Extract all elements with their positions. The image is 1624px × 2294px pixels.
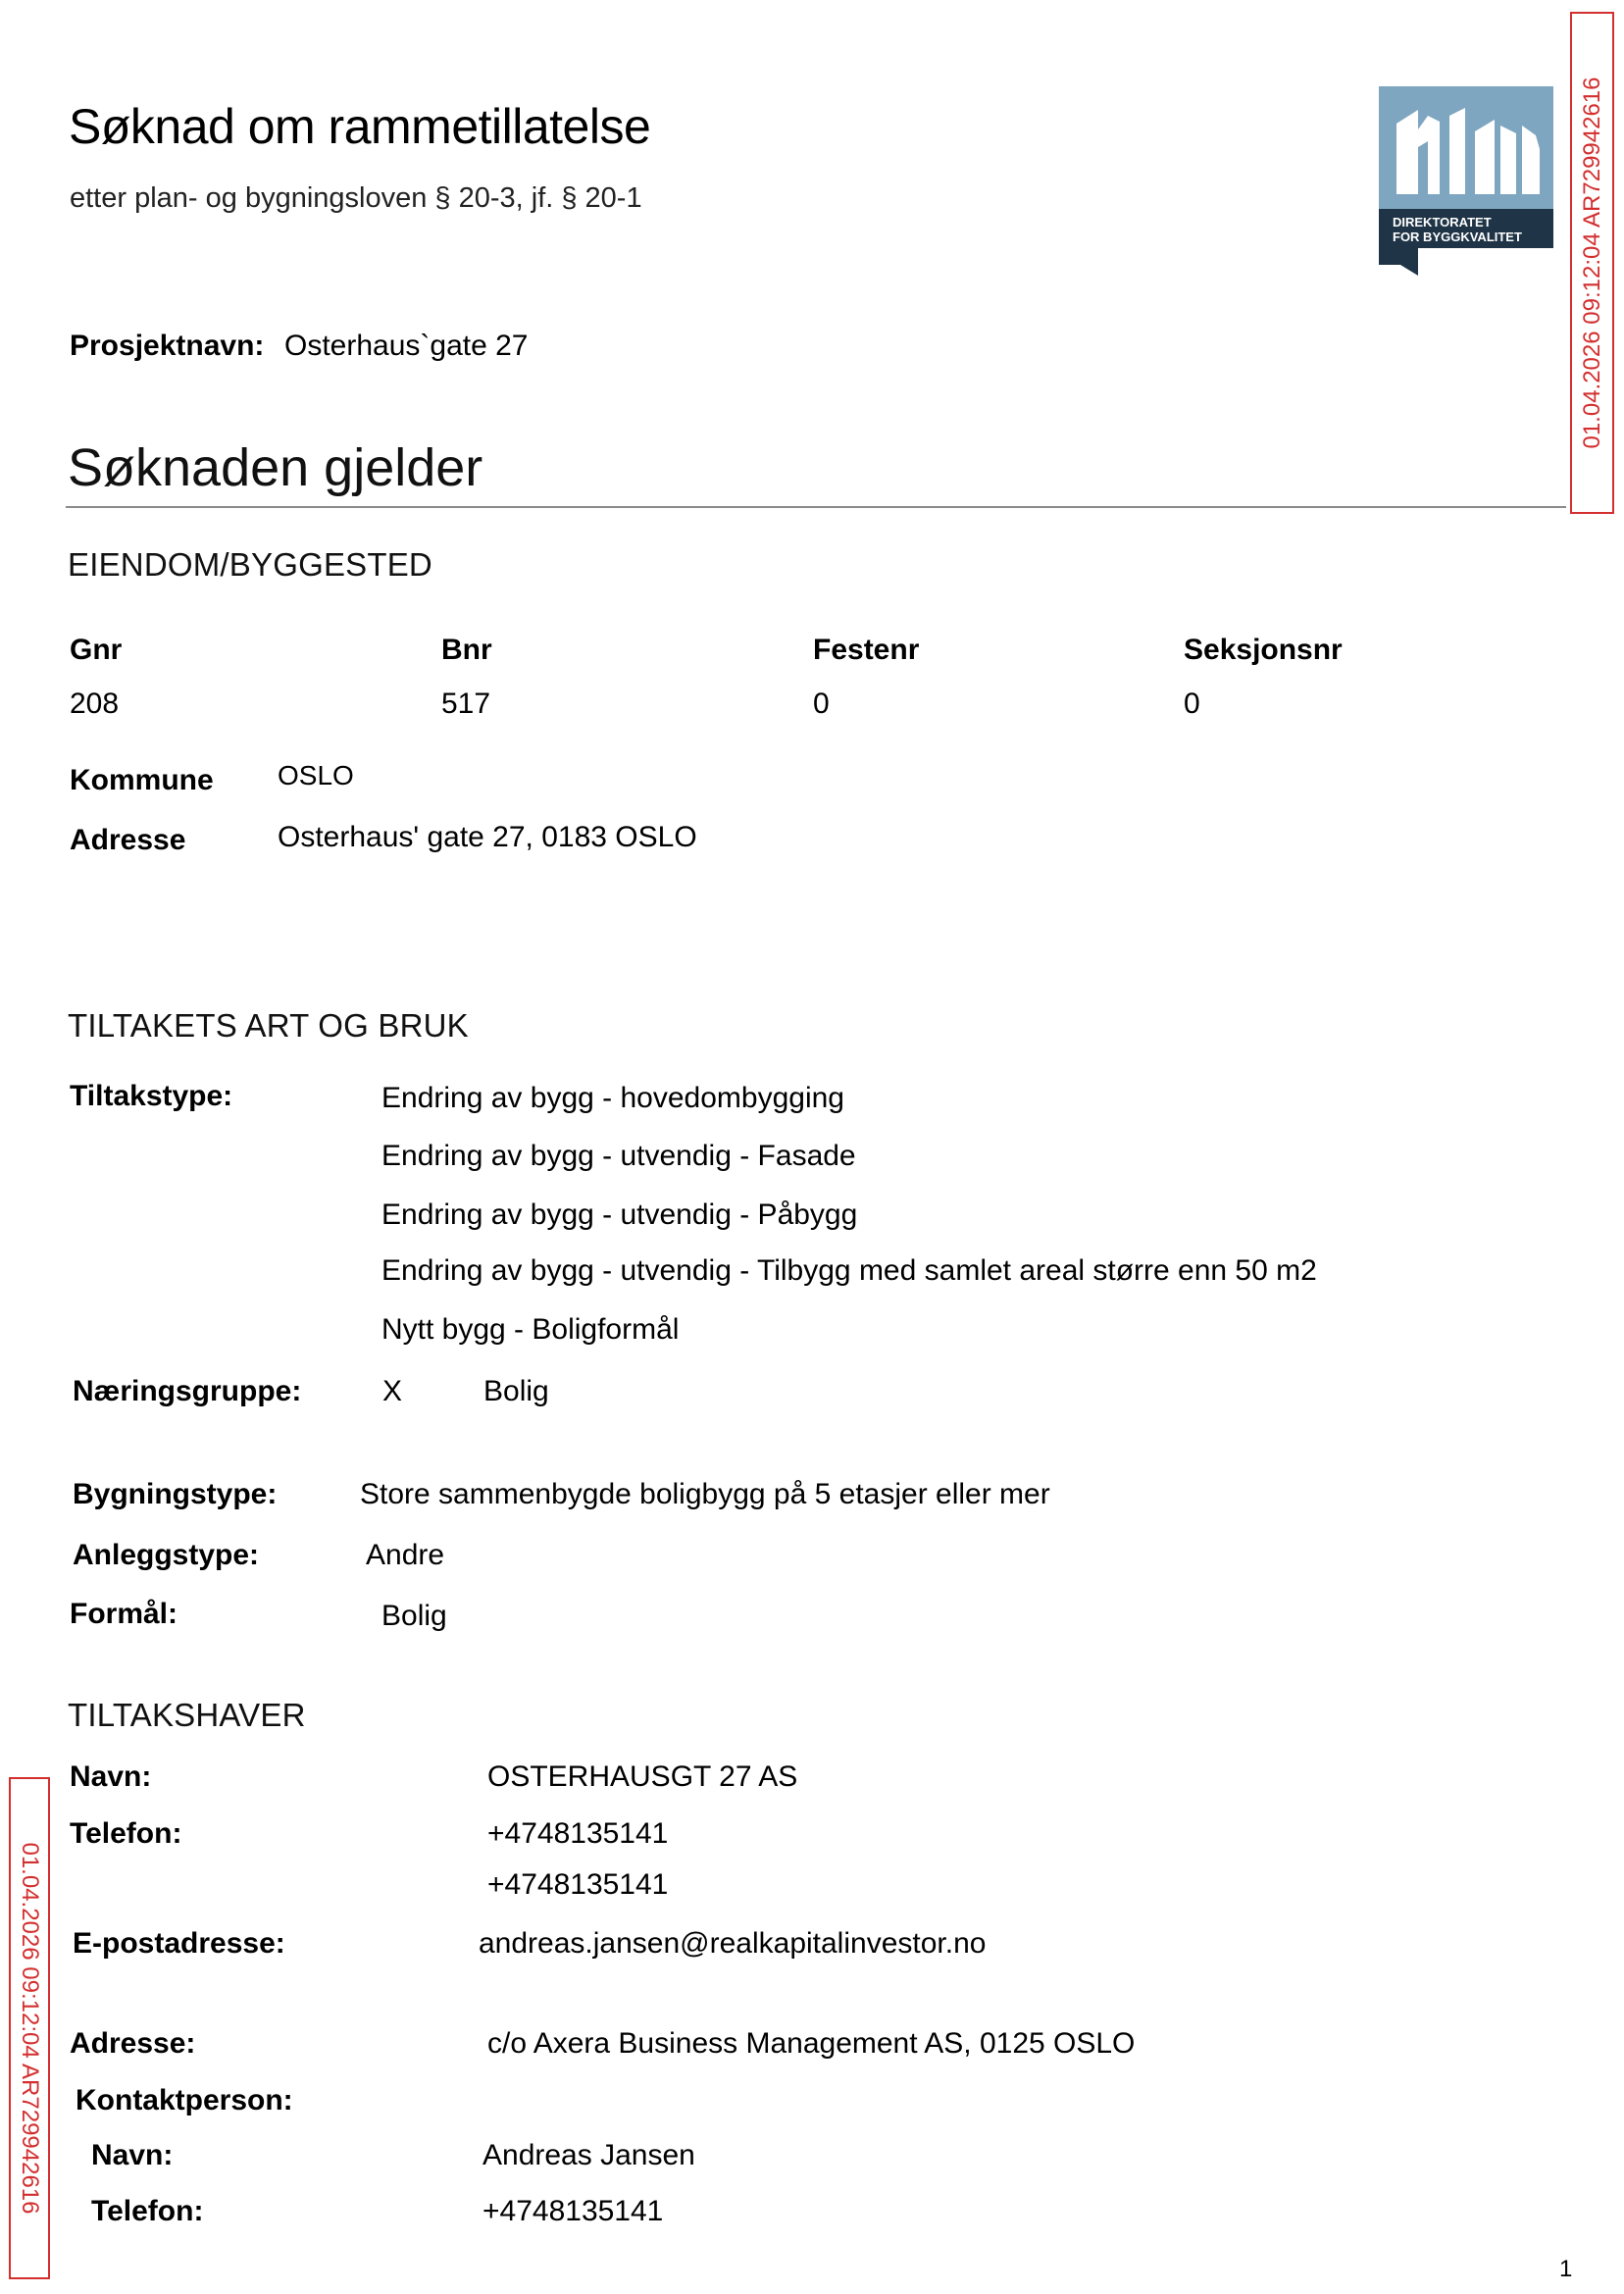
contact-name-value: Andreas Jansen bbox=[482, 2139, 695, 2171]
facility-type-label: Anleggstype: bbox=[73, 1539, 260, 1571]
contact-phone-label: Telefon: bbox=[91, 2195, 204, 2227]
building-type-value: Store sammenbygde boligbygg på 5 etasjer eller mer bbox=[360, 1478, 1050, 1510]
measure-type-2: Endring av bygg - utvendig - Fasade bbox=[381, 1140, 856, 1172]
archive-stamp-left-text: 01.04.2026 09:12:04 AR729942616 bbox=[17, 1842, 43, 2215]
industry-code: X bbox=[382, 1375, 403, 1407]
festenr-value: 0 bbox=[813, 688, 830, 720]
document-title: Søknad om rammetillatelse bbox=[69, 99, 651, 154]
measure-type-1: Endring av bygg - hovedombygging bbox=[381, 1082, 844, 1114]
owner-name-value: OSTERHAUSGT 27 AS bbox=[487, 1760, 798, 1793]
address-value: Osterhaus' gate 27, 0183 OSLO bbox=[278, 821, 697, 853]
project-label: Prosjektnavn: bbox=[70, 330, 265, 362]
measure-type-3: Endring av bygg - utvendig - Påbygg bbox=[381, 1198, 858, 1231]
purpose-value: Bolig bbox=[381, 1600, 447, 1632]
archive-stamp-top bbox=[1570, 12, 1614, 514]
seksjonsnr-label: Seksjonsnr bbox=[1184, 634, 1343, 666]
municipality-value: OSLO bbox=[278, 760, 354, 790]
owner-email-label: E-postadresse: bbox=[73, 1927, 285, 1960]
owner-phone-label: Telefon: bbox=[70, 1817, 182, 1850]
archive-stamp-left bbox=[9, 1777, 50, 2279]
municipality-label: Kommune bbox=[70, 764, 214, 796]
gnr-label: Gnr bbox=[70, 634, 123, 666]
industry-value: Bolig bbox=[483, 1375, 549, 1407]
project-value: Osterhaus`gate 27 bbox=[284, 330, 529, 362]
festenr-label: Festenr bbox=[813, 634, 920, 666]
owner-address-value: c/o Axera Business Management AS, 0125 OSLO bbox=[487, 2027, 1136, 2060]
purpose-label: Formål: bbox=[70, 1598, 178, 1630]
logo-text-line2: FOR BYGGKVALITET bbox=[1393, 229, 1522, 244]
document-subtitle: etter plan- og bygningsloven § 20-3, jf. § 20-1 bbox=[70, 182, 642, 214]
measure-type-label: Tiltakstype: bbox=[70, 1080, 233, 1112]
measure-heading: TILTAKETS ART OG BRUK bbox=[68, 1007, 469, 1044]
owner-phone-value-1: +4748135141 bbox=[487, 1817, 669, 1850]
facility-type-value: Andre bbox=[366, 1539, 445, 1571]
section-divider bbox=[66, 506, 1566, 508]
building-type-label: Bygningstype: bbox=[73, 1478, 278, 1510]
seksjonsnr-value: 0 bbox=[1184, 688, 1200, 720]
contact-phone-value: +4748135141 bbox=[482, 2195, 664, 2227]
owner-email-value: andreas.jansen@realkapitalinvestor.no bbox=[479, 1927, 987, 1960]
measure-type-4: Endring av bygg - utvendig - Tilbygg med samlet areal større enn 50 m2 bbox=[381, 1254, 1317, 1287]
contact-person-label: Kontaktperson: bbox=[76, 2084, 293, 2116]
measure-type-5: Nytt bygg - Boligformål bbox=[381, 1313, 680, 1346]
dibk-logo bbox=[1379, 86, 1553, 276]
page-number: 1 bbox=[1559, 2256, 1573, 2282]
bnr-label: Bnr bbox=[441, 634, 492, 666]
bnr-value: 517 bbox=[441, 688, 491, 720]
address-label: Adresse bbox=[70, 824, 186, 856]
industry-label: Næringsgruppe: bbox=[73, 1375, 302, 1407]
owner-phone-value-2: +4748135141 bbox=[487, 1868, 669, 1901]
owner-address-label: Adresse: bbox=[70, 2027, 196, 2060]
gnr-value: 208 bbox=[70, 688, 120, 720]
property-heading: EIENDOM/BYGGESTED bbox=[68, 546, 432, 583]
owner-heading: TILTAKSHAVER bbox=[68, 1697, 306, 1733]
section-title: Søknaden gjelder bbox=[68, 438, 483, 497]
archive-stamp-top-text: 01.04.2026 09:12:04 AR729942616 bbox=[1578, 76, 1605, 449]
contact-name-label: Navn: bbox=[91, 2139, 174, 2171]
logo-text-line1: DIREKTORATET bbox=[1393, 215, 1492, 229]
owner-name-label: Navn: bbox=[70, 1760, 152, 1793]
